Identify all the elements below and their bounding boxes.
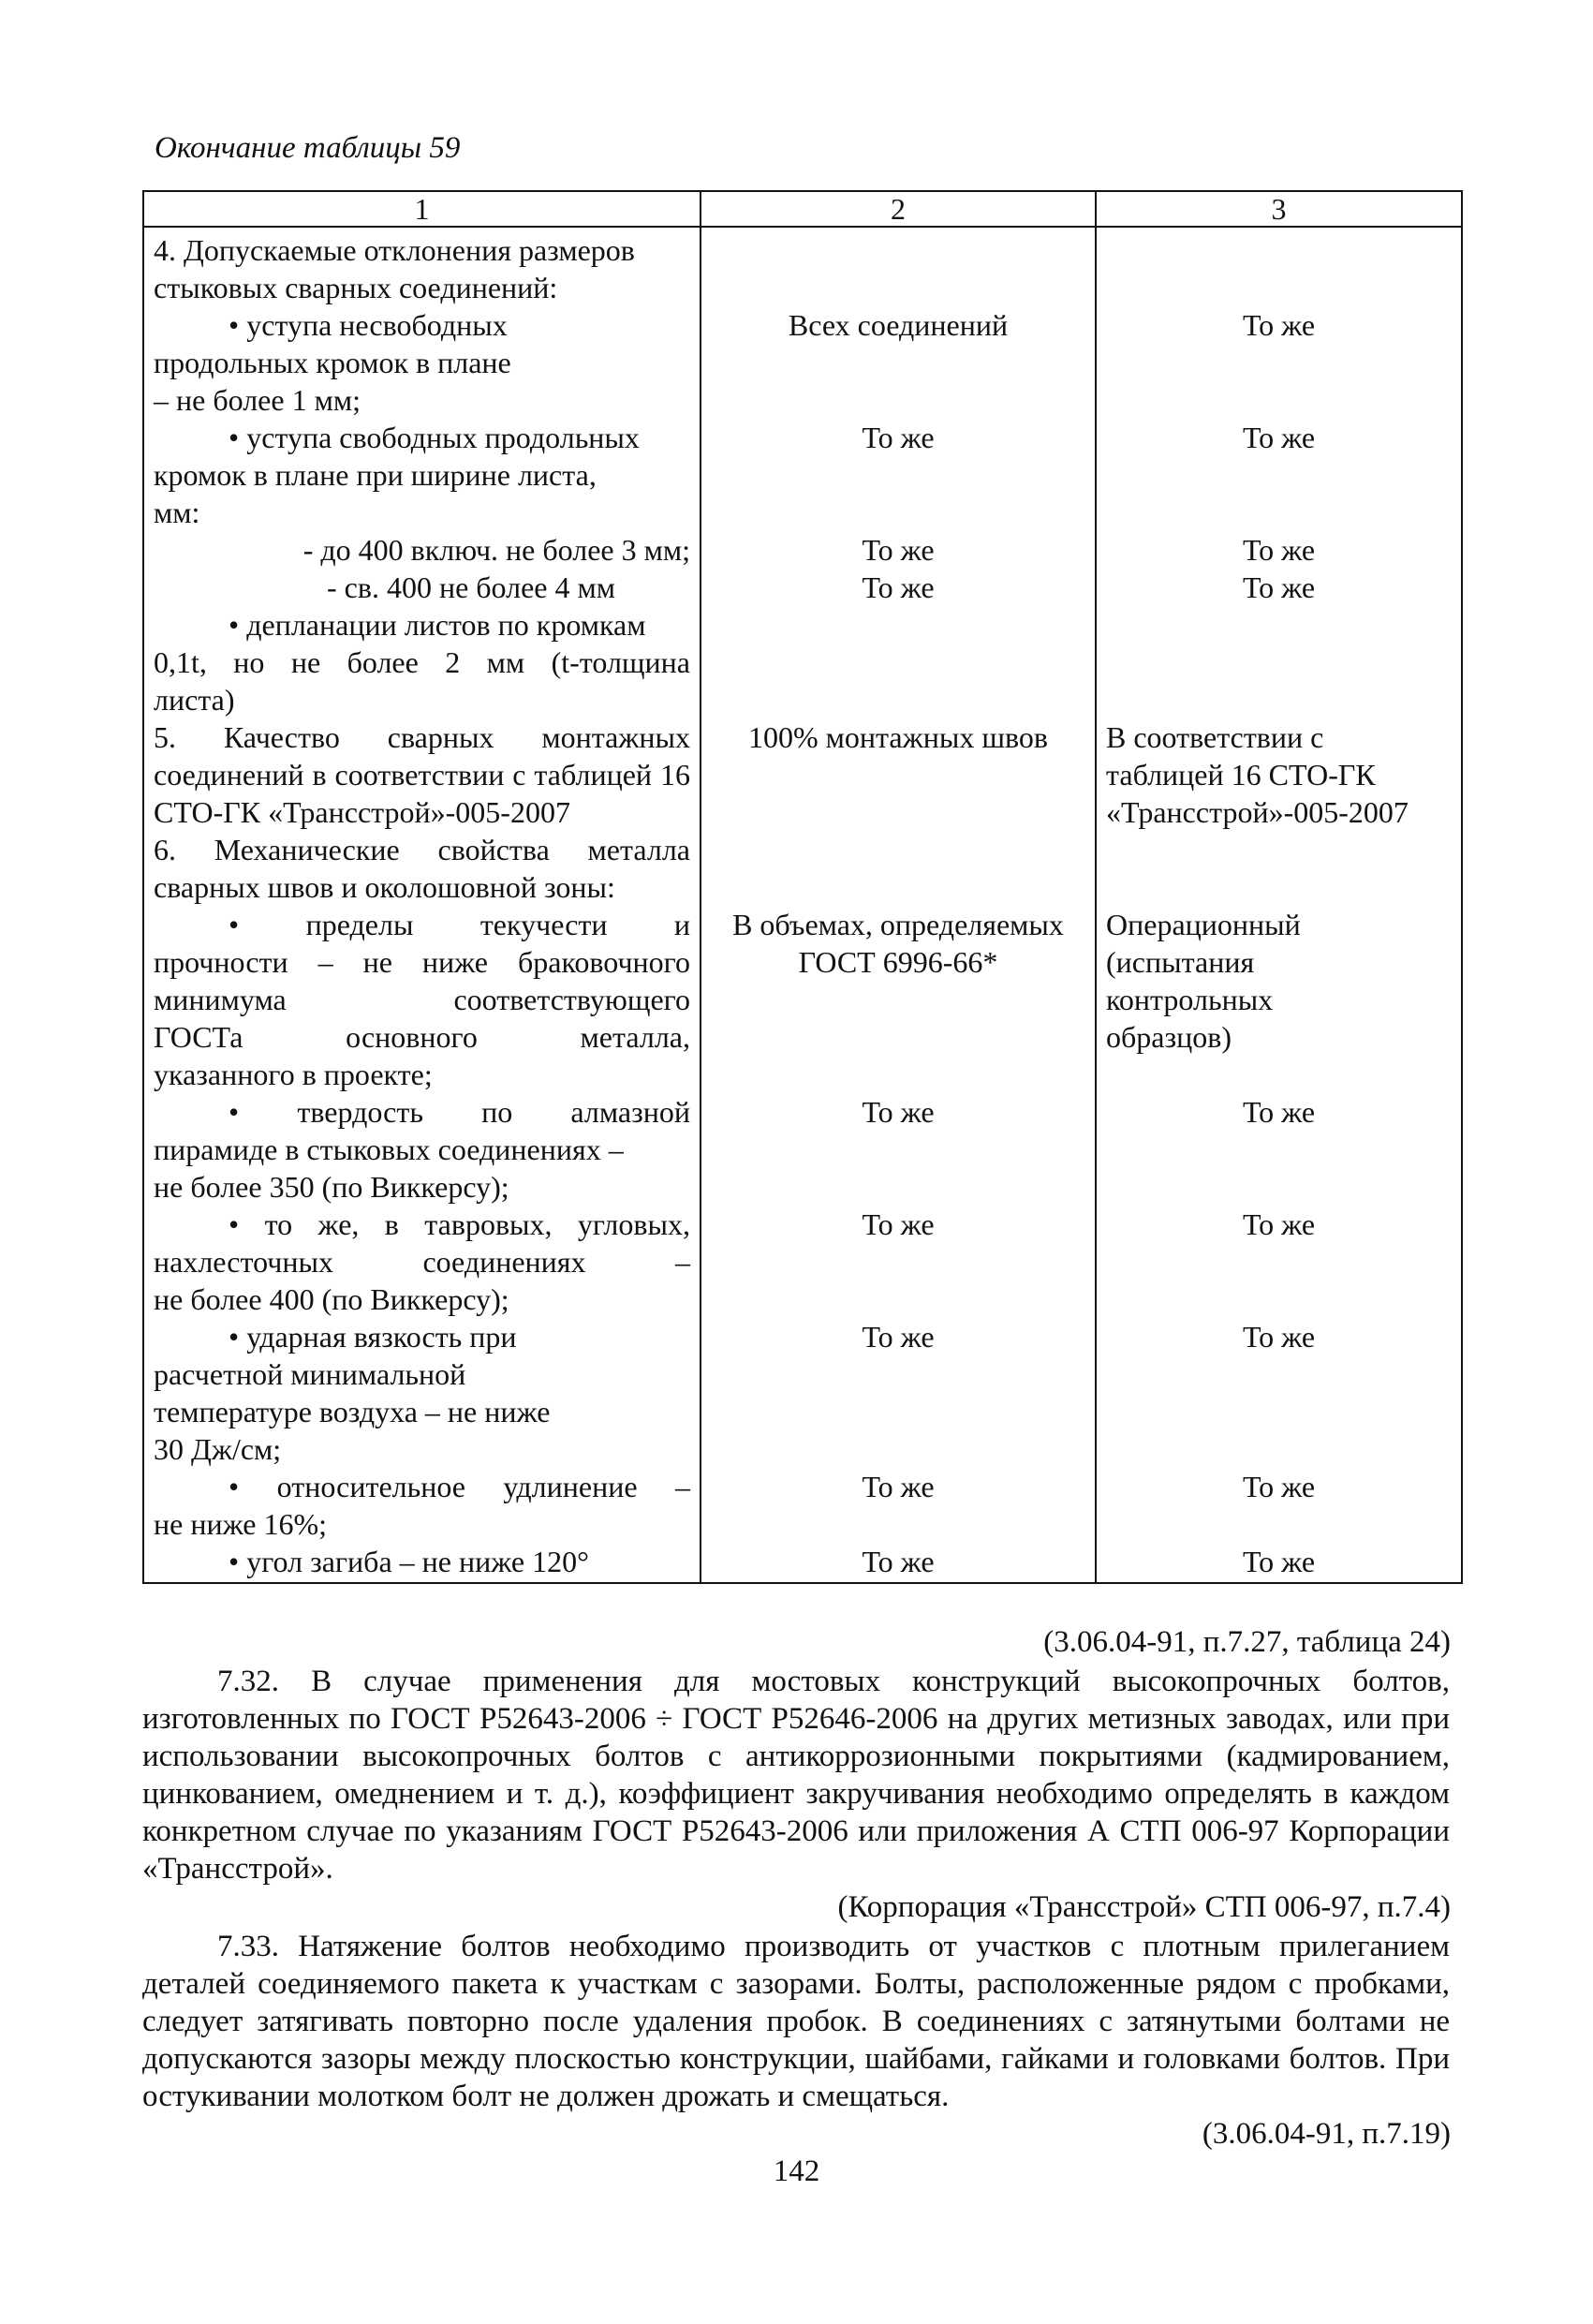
text-line: (испытания xyxy=(1106,945,1255,979)
text-line: соединений в соответствии с таблицей 16 xyxy=(154,758,690,792)
row4-col2 xyxy=(701,227,1096,1583)
text-line: • ударная вязкость при xyxy=(229,1320,517,1354)
text-line: • пределы текучести и xyxy=(229,908,690,941)
text-line: То же xyxy=(1242,1320,1316,1354)
header-col-3: 3 xyxy=(1096,191,1462,227)
text-line: • относительное удлинение – xyxy=(229,1470,690,1503)
text-line: • уступа несвободных xyxy=(229,308,508,342)
text-line: не ниже 16%; xyxy=(154,1507,328,1541)
text-line: указанного в проекте; xyxy=(154,1058,433,1091)
paragraph-7-32: 7.32. В случае применения для мостовых конструкций высокопрочных болтов, изготовленных по ГОСТ Р52643-2006 ÷ ГОСТ Р52646-2006 на других метизных заводах, или при использовании высокопрочных болтов с антикоррозионными покрытиями (кадмированием, цинкованием, омеднением и т. д.), коэффициент закручивания необходимо определять в каждом конкретном случае по указаниям ГОСТ Р52643-2006 или приложения А СТП 006-97 Корпорации «Трансстрой». xyxy=(142,1665,1450,1886)
text-line: 6. Механические свойства металла xyxy=(154,833,690,866)
text-line: 4. Допускаемые отклонения размеров xyxy=(154,233,635,267)
text-line: То же xyxy=(1242,570,1316,604)
text-line: образцов) xyxy=(1106,1020,1232,1054)
header-col-2: 2 xyxy=(701,191,1096,227)
text-line: • то же, в тавровых, угловых, xyxy=(229,1207,690,1241)
text-line: Операционный xyxy=(1106,908,1301,941)
text-line: минимума соответствующего xyxy=(154,983,690,1016)
source-reference: (Корпорация «Трансстрой» СТП 006-97, п.7.4) xyxy=(837,1890,1451,1924)
text-line: • уступа свободных продольных xyxy=(229,421,640,454)
text-line: 0,1t, но не более 2 мм (t-толщина xyxy=(154,645,690,679)
text-line: прочности – не ниже браковочного xyxy=(154,945,690,979)
text-line: кромок в плане при ширине листа, xyxy=(154,458,597,492)
text-line: То же xyxy=(1242,421,1316,454)
text-line: • твердость по алмазной xyxy=(229,1095,690,1129)
text-line: То же xyxy=(862,1095,935,1129)
text-line: ГОСТа основного металла, xyxy=(154,1020,690,1054)
text-line: • депланации листов по кромкам xyxy=(229,608,646,642)
text-line: - св. 400 не более 4 мм xyxy=(326,570,615,604)
text-line: мм: xyxy=(154,496,200,529)
text-line: То же xyxy=(862,421,935,454)
text-line: пирамиде в стыковых соединениях – xyxy=(154,1132,624,1166)
text-line: сварных швов и околошовной зоны: xyxy=(154,870,615,904)
text-line: - до 400 включ. не более 3 мм; xyxy=(302,533,690,567)
row4-col3 xyxy=(1096,227,1462,1583)
paragraph-7-33: 7.33. Натяжение болтов необходимо производить от участков с плотным прилеганием деталей соединяемого пакета к участкам с зазорами. Болты, расположенные рядом с пробками, следует затягивать повторно после удаления пробок. В соединениях с затянутыми болтами не допускаются зазоры между плоскостью конструкции, шайбами, гайками и головками болтов. При остукивании молотком болт не должен дрожать и смещаться. xyxy=(142,1930,1450,2113)
row4-col1 xyxy=(143,227,701,1583)
text-line: То же xyxy=(1242,533,1316,567)
text-line: не более 350 (по Виккерсу); xyxy=(154,1170,509,1204)
text-line: То же xyxy=(1242,1207,1316,1241)
text-line: 100% монтажных швов xyxy=(748,720,1048,754)
table-header-row xyxy=(143,191,1462,227)
text-line: То же xyxy=(862,570,935,604)
table-row xyxy=(143,227,1462,1583)
text-line: – не более 1 мм; xyxy=(154,383,361,417)
text-line: 30 Дж/см; xyxy=(154,1432,282,1466)
text-line: То же xyxy=(1242,308,1316,342)
source-reference: (3.06.04-91, п.7.27, таблица 24) xyxy=(1043,1625,1451,1659)
text-line: То же xyxy=(862,533,935,567)
text-line: То же xyxy=(1242,1545,1316,1578)
text-line: ГОСТ 6996-66* xyxy=(798,945,998,979)
text-line: продольных кромок в плане xyxy=(154,346,511,379)
text-line: нахлесточных соединениях – xyxy=(154,1245,690,1279)
table-continuation-caption: Окончание таблицы 59 xyxy=(155,131,461,165)
header-col-1: 1 xyxy=(143,191,701,227)
text-line: «Трансстрой»-005-2007 xyxy=(1106,795,1409,829)
text-line: не более 400 (по Виккерсу); xyxy=(154,1282,509,1316)
text-line: СТО-ГК «Трансстрой»-005-2007 xyxy=(154,795,570,829)
text-line: То же xyxy=(1242,1470,1316,1503)
text-line: В соответствии с xyxy=(1106,720,1324,754)
text-line: температуре воздуха – не ниже xyxy=(154,1395,551,1428)
text-line: То же xyxy=(862,1470,935,1503)
text-line: контрольных xyxy=(1106,983,1274,1016)
text-line: • угол загиба – не ниже 120° xyxy=(229,1545,589,1578)
source-reference: (3.06.04-91, п.7.19) xyxy=(1202,2117,1451,2151)
text-line: То же xyxy=(862,1545,935,1578)
text-line: То же xyxy=(862,1207,935,1241)
text-line: То же xyxy=(862,1320,935,1354)
page-number: 142 xyxy=(773,2154,820,2188)
text-line: листа) xyxy=(154,683,235,717)
text-line: стыковых сварных соединений: xyxy=(154,271,558,304)
text-line: Всех соединений xyxy=(788,308,1009,342)
text-line: расчетной минимальной xyxy=(154,1357,466,1391)
text-line: В объемах, определяемых xyxy=(732,908,1064,941)
text-line: таблицей 16 СТО-ГК xyxy=(1106,758,1376,792)
requirements-table xyxy=(142,190,1463,1584)
text-line: То же xyxy=(1242,1095,1316,1129)
text-line: 5. Качество сварных монтажных xyxy=(154,720,690,754)
